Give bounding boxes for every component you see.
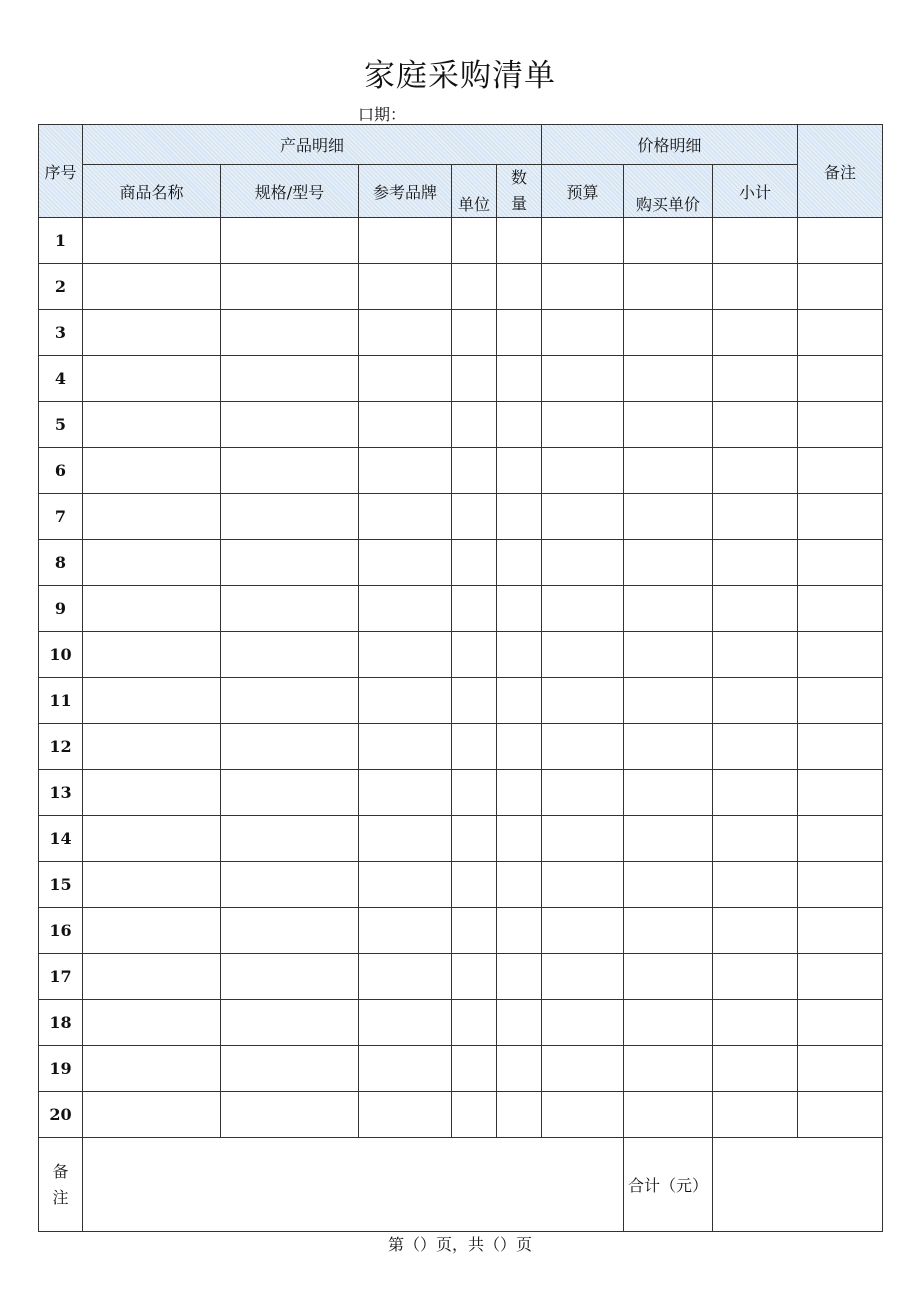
table-cell[interactable] — [83, 540, 221, 586]
table-cell[interactable] — [624, 540, 713, 586]
row-number: 16 — [39, 908, 83, 954]
table-cell[interactable] — [359, 1046, 452, 1092]
table-cell[interactable] — [221, 586, 359, 632]
table-row — [39, 678, 883, 724]
table-cell[interactable] — [624, 816, 713, 862]
table-cell[interactable] — [713, 678, 798, 724]
table-cell[interactable] — [221, 724, 359, 770]
table-cell[interactable] — [624, 1000, 713, 1046]
table-cell[interactable] — [83, 264, 221, 310]
row-number: 10 — [39, 632, 83, 678]
table-cell[interactable] — [713, 632, 798, 678]
table-cell[interactable] — [542, 1046, 624, 1092]
table-cell[interactable] — [221, 356, 359, 402]
table-cell[interactable] — [452, 540, 497, 586]
header-seq: 序号 — [39, 125, 83, 218]
table-cell[interactable] — [713, 724, 798, 770]
table-cell[interactable] — [624, 724, 713, 770]
table-cell[interactable] — [542, 356, 624, 402]
table-row — [39, 310, 883, 356]
table-cell[interactable] — [542, 218, 624, 264]
table-cell[interactable] — [83, 954, 221, 1000]
table-cell[interactable] — [542, 310, 624, 356]
header-remark: 备注 — [798, 125, 883, 218]
table-cell[interactable] — [798, 954, 883, 1000]
table-cell[interactable] — [542, 264, 624, 310]
table-cell[interactable] — [221, 1000, 359, 1046]
table-cell[interactable] — [713, 448, 798, 494]
row-number: 7 — [39, 494, 83, 540]
table-cell[interactable] — [542, 494, 624, 540]
table-cell[interactable] — [221, 954, 359, 1000]
footer-remark-char-1: 备 — [52, 1161, 69, 1181]
table-cell[interactable] — [359, 218, 452, 264]
row-number: 5 — [39, 402, 83, 448]
table-cell[interactable] — [542, 1092, 624, 1138]
row-number: 20 — [39, 1092, 83, 1138]
table-cell[interactable] — [497, 356, 542, 402]
table-row — [39, 402, 883, 448]
table-cell[interactable] — [221, 310, 359, 356]
table-cell[interactable] — [497, 494, 542, 540]
table-row — [39, 724, 883, 770]
table-cell[interactable] — [798, 218, 883, 264]
table-cell[interactable] — [452, 218, 497, 264]
table-cell[interactable] — [624, 1046, 713, 1092]
table-cell[interactable] — [713, 586, 798, 632]
table-cell[interactable] — [624, 494, 713, 540]
row-number: 18 — [39, 1000, 83, 1046]
table-cell[interactable] — [359, 1000, 452, 1046]
footer-total-cell[interactable] — [713, 1138, 883, 1232]
table-cell[interactable] — [452, 816, 497, 862]
table-cell[interactable] — [624, 908, 713, 954]
table-cell[interactable] — [713, 1046, 798, 1092]
header-unit: 单位 — [452, 165, 497, 218]
header-name: 商品名称 — [83, 165, 221, 218]
table-cell[interactable] — [542, 540, 624, 586]
table-cell[interactable] — [221, 678, 359, 724]
table-cell[interactable] — [798, 1092, 883, 1138]
row-number: 8 — [39, 540, 83, 586]
table-cell[interactable] — [359, 1092, 452, 1138]
table-row — [39, 264, 883, 310]
table-cell[interactable] — [359, 310, 452, 356]
table-cell[interactable] — [542, 586, 624, 632]
table-cell[interactable] — [542, 770, 624, 816]
table-cell[interactable] — [713, 356, 798, 402]
table-cell[interactable] — [624, 770, 713, 816]
row-number: 3 — [39, 310, 83, 356]
header-brand: 参考品牌 — [359, 165, 452, 218]
table-cell[interactable] — [221, 862, 359, 908]
footer-remark-cell[interactable] — [83, 1138, 624, 1232]
table-cell[interactable] — [497, 586, 542, 632]
table-cell[interactable] — [359, 724, 452, 770]
row-number: 6 — [39, 448, 83, 494]
table-row — [39, 1046, 883, 1092]
table-cell[interactable] — [624, 448, 713, 494]
table-cell[interactable] — [542, 954, 624, 1000]
table-cell[interactable] — [713, 954, 798, 1000]
table-cell[interactable] — [83, 356, 221, 402]
table-cell[interactable] — [497, 448, 542, 494]
table-cell[interactable] — [497, 310, 542, 356]
table-cell[interactable] — [798, 494, 883, 540]
table-cell[interactable] — [83, 1092, 221, 1138]
table-cell[interactable] — [798, 770, 883, 816]
table-cell[interactable] — [452, 1000, 497, 1046]
table-cell[interactable] — [798, 678, 883, 724]
table-cell[interactable] — [359, 540, 452, 586]
table-cell[interactable] — [713, 1092, 798, 1138]
table-cell[interactable] — [713, 862, 798, 908]
table-cell[interactable] — [452, 908, 497, 954]
table-cell[interactable] — [497, 954, 542, 1000]
table-cell[interactable] — [359, 586, 452, 632]
table-cell[interactable] — [713, 908, 798, 954]
table-cell[interactable] — [497, 770, 542, 816]
table-cell[interactable] — [221, 1092, 359, 1138]
row-number: 9 — [39, 586, 83, 632]
footer-total-label: 合计（元） — [624, 1138, 713, 1232]
table-cell[interactable] — [542, 678, 624, 724]
table-cell[interactable] — [359, 908, 452, 954]
table-cell[interactable] — [221, 908, 359, 954]
table-cell[interactable] — [497, 218, 542, 264]
table-cell[interactable] — [83, 770, 221, 816]
table-cell[interactable] — [452, 954, 497, 1000]
table-row — [39, 494, 883, 540]
table-cell[interactable] — [497, 862, 542, 908]
table-cell[interactable] — [452, 1046, 497, 1092]
table-cell[interactable] — [359, 402, 452, 448]
table-cell[interactable] — [497, 402, 542, 448]
table-cell[interactable] — [359, 356, 452, 402]
table-cell[interactable] — [624, 862, 713, 908]
table-cell[interactable] — [83, 632, 221, 678]
table-cell[interactable] — [83, 218, 221, 264]
table-cell[interactable] — [798, 448, 883, 494]
table-cell[interactable] — [452, 632, 497, 678]
header-spec: 规格/型号 — [221, 165, 359, 218]
table-cell[interactable] — [798, 402, 883, 448]
table-cell[interactable] — [83, 816, 221, 862]
table-cell[interactable] — [624, 632, 713, 678]
table-row — [39, 448, 883, 494]
row-number: 4 — [39, 356, 83, 402]
table-cell[interactable] — [83, 586, 221, 632]
table-cell[interactable] — [359, 816, 452, 862]
table-cell[interactable] — [624, 310, 713, 356]
table-cell[interactable] — [221, 540, 359, 586]
table-cell[interactable] — [221, 1046, 359, 1092]
header-budget: 预算 — [542, 165, 624, 218]
header-qty-char-2: 量 — [511, 194, 528, 213]
header-subtotal: 小计 — [713, 165, 798, 218]
table-cell[interactable] — [798, 310, 883, 356]
table-row — [39, 540, 883, 586]
row-number: 11 — [39, 678, 83, 724]
table-cell[interactable] — [542, 816, 624, 862]
table-cell[interactable] — [713, 816, 798, 862]
table-row — [39, 1092, 883, 1138]
table-row — [39, 770, 883, 816]
table-row — [39, 632, 883, 678]
row-number: 2 — [39, 264, 83, 310]
header-price-group: 价格明细 — [542, 125, 798, 165]
table-cell[interactable] — [359, 264, 452, 310]
table-cell[interactable] — [497, 540, 542, 586]
row-number: 1 — [39, 218, 83, 264]
table-cell[interactable] — [624, 264, 713, 310]
table-cell[interactable] — [713, 264, 798, 310]
table-cell[interactable] — [497, 724, 542, 770]
table-cell[interactable] — [497, 1046, 542, 1092]
table-cell[interactable] — [83, 678, 221, 724]
table-row — [39, 954, 883, 1000]
table-cell[interactable] — [83, 402, 221, 448]
table-cell[interactable] — [452, 678, 497, 724]
table-cell[interactable] — [452, 862, 497, 908]
table-cell[interactable] — [798, 540, 883, 586]
table-cell[interactable] — [624, 954, 713, 1000]
header-product-group: 产品明细 — [83, 125, 542, 165]
table-cell[interactable] — [83, 862, 221, 908]
table-cell[interactable] — [359, 862, 452, 908]
table-cell[interactable] — [798, 632, 883, 678]
table-cell[interactable] — [452, 310, 497, 356]
table-cell[interactable] — [359, 954, 452, 1000]
table-cell[interactable] — [497, 678, 542, 724]
table-row — [39, 586, 883, 632]
table-cell[interactable] — [452, 402, 497, 448]
table-cell[interactable] — [624, 402, 713, 448]
table-cell[interactable] — [359, 678, 452, 724]
row-number: 13 — [39, 770, 83, 816]
table-cell[interactable] — [221, 816, 359, 862]
table-cell[interactable] — [624, 1092, 713, 1138]
table-cell[interactable] — [798, 1000, 883, 1046]
table-cell[interactable] — [624, 678, 713, 724]
table-cell[interactable] — [497, 816, 542, 862]
table-row — [39, 1000, 883, 1046]
table-cell[interactable] — [542, 448, 624, 494]
table-cell[interactable] — [221, 264, 359, 310]
table-cell[interactable] — [83, 448, 221, 494]
row-number: 12 — [39, 724, 83, 770]
table-row — [39, 862, 883, 908]
table-cell[interactable] — [713, 402, 798, 448]
table-cell[interactable] — [497, 632, 542, 678]
row-number: 15 — [39, 862, 83, 908]
table-row — [39, 908, 883, 954]
table-cell[interactable] — [713, 540, 798, 586]
document-title: 家庭采购清单 — [364, 58, 556, 94]
table-cell[interactable] — [83, 494, 221, 540]
table-cell[interactable] — [452, 586, 497, 632]
table-cell[interactable] — [452, 356, 497, 402]
table-cell[interactable] — [497, 264, 542, 310]
table-cell[interactable] — [221, 402, 359, 448]
table-cell[interactable] — [798, 724, 883, 770]
table-cell[interactable] — [798, 862, 883, 908]
table-cell[interactable] — [713, 310, 798, 356]
table-cell[interactable] — [713, 494, 798, 540]
table-cell[interactable] — [624, 218, 713, 264]
row-number: 19 — [39, 1046, 83, 1092]
table-row — [39, 816, 883, 862]
table-cell[interactable] — [798, 1046, 883, 1092]
table-cell[interactable] — [497, 1000, 542, 1046]
header-unit-price: 购买单价 — [624, 165, 713, 218]
table-cell[interactable] — [221, 770, 359, 816]
footer-remark-label — [39, 1138, 83, 1232]
table-cell[interactable] — [221, 448, 359, 494]
table-cell[interactable] — [798, 816, 883, 862]
table-cell[interactable] — [497, 908, 542, 954]
table-cell[interactable] — [452, 494, 497, 540]
table-cell[interactable] — [542, 724, 624, 770]
table-cell[interactable] — [359, 770, 452, 816]
table-cell[interactable] — [798, 264, 883, 310]
date-field[interactable] — [408, 110, 556, 125]
table-cell[interactable] — [83, 310, 221, 356]
purchase-table — [38, 124, 883, 1232]
table-row — [39, 356, 883, 402]
table-cell[interactable] — [452, 264, 497, 310]
table-cell[interactable] — [452, 448, 497, 494]
table-cell[interactable] — [798, 908, 883, 954]
date-row — [358, 102, 556, 125]
page-footer: 第（）页，共（）页 — [387, 1235, 532, 1254]
table-cell[interactable] — [359, 448, 452, 494]
table-cell[interactable] — [83, 1000, 221, 1046]
table-cell[interactable] — [452, 770, 497, 816]
table-cell[interactable] — [542, 402, 624, 448]
table-cell[interactable] — [359, 494, 452, 540]
table-cell[interactable] — [713, 218, 798, 264]
table-cell[interactable] — [83, 908, 221, 954]
table-cell[interactable] — [798, 586, 883, 632]
table-cell[interactable] — [542, 632, 624, 678]
table-cell[interactable] — [83, 724, 221, 770]
table-cell[interactable] — [798, 356, 883, 402]
table-cell[interactable] — [221, 218, 359, 264]
table-cell[interactable] — [497, 1092, 542, 1138]
table-row — [39, 218, 883, 264]
table-cell[interactable] — [221, 632, 359, 678]
row-number: 14 — [39, 816, 83, 862]
table-cell[interactable] — [713, 1000, 798, 1046]
table-cell[interactable] — [359, 632, 452, 678]
table-cell[interactable] — [452, 1092, 497, 1138]
table-cell[interactable] — [221, 494, 359, 540]
header-qty-char-1: 数 — [511, 168, 528, 187]
table-cell[interactable] — [542, 908, 624, 954]
date-label: 口期： — [358, 105, 407, 124]
header-qty — [497, 165, 542, 218]
footer-remark-char-2: 注 — [52, 1187, 69, 1207]
row-number: 17 — [39, 954, 83, 1000]
table-cell[interactable] — [713, 770, 798, 816]
table-cell[interactable] — [624, 586, 713, 632]
table-cell[interactable] — [452, 724, 497, 770]
table-cell[interactable] — [624, 356, 713, 402]
table-cell[interactable] — [83, 1046, 221, 1092]
table-cell[interactable] — [542, 1000, 624, 1046]
table-cell[interactable] — [542, 862, 624, 908]
